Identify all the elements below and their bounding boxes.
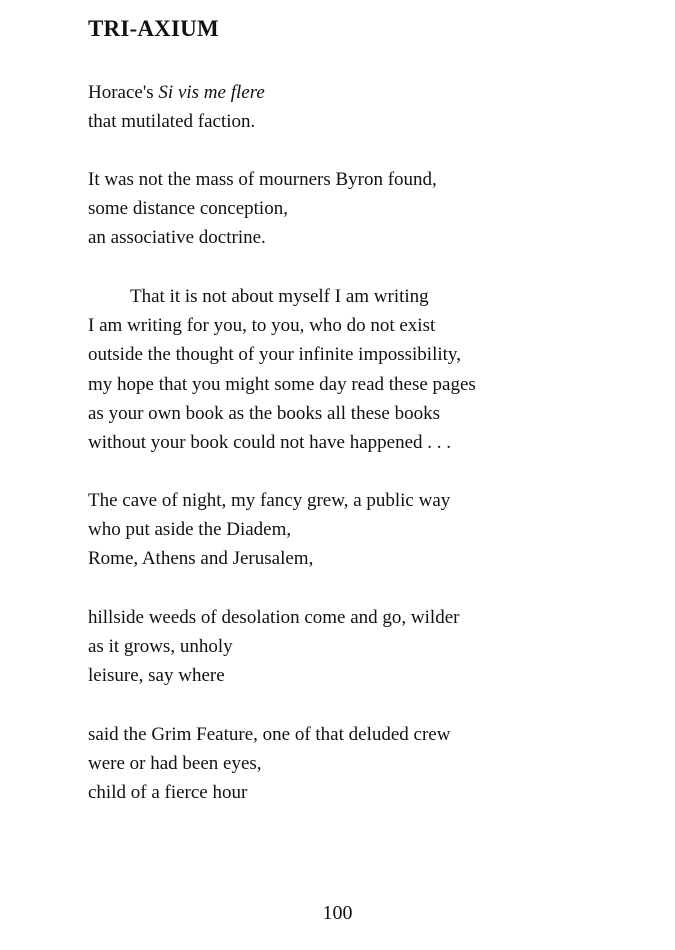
- poem-line: that mutilated faction.: [88, 111, 256, 133]
- poem-line: were or had been eyes,: [88, 753, 262, 775]
- stanza-1: [88, 78, 265, 136]
- stanza-6: [88, 720, 450, 808]
- poem-line: said the Grim Feature, one of that deluded crew: [88, 724, 451, 745]
- poem-line: Rome, Athens and Jerusalem,: [88, 548, 314, 570]
- poem-line: It was not the mass of mourners Byron found,: [88, 169, 437, 190]
- stanza-2: [88, 165, 437, 253]
- poem-line: The cave of night, my fancy grew, a public way: [88, 490, 451, 511]
- poem-line: [88, 78, 265, 107]
- page-number: 100: [322, 902, 353, 924]
- poem-line: outside the thought of your infinite impossibility,: [88, 344, 461, 366]
- poem-line: an associative doctrine.: [88, 227, 266, 249]
- stanza-4: [88, 486, 450, 574]
- poem-line: who put aside the Diadem,: [88, 519, 292, 541]
- poem-line: some distance conception,: [88, 198, 288, 220]
- poem-line: as it grows, unholy: [88, 636, 233, 658]
- poem-line: child of a fierce hour: [88, 782, 248, 804]
- poem-title: TRI-AXIUM: [88, 16, 219, 41]
- poem-line: leisure, say where: [88, 665, 225, 687]
- italic-phrase: Si vis me flere: [158, 82, 265, 103]
- stanza-5: [88, 603, 459, 691]
- stanza-3: [88, 282, 476, 457]
- poem-line: I am writing for you, to you, who do not exist: [88, 315, 436, 337]
- line-text: Horace's: [88, 82, 159, 103]
- poem-line: without your book could not have happened . . .: [88, 432, 452, 454]
- poem-line: as your own book as the books all these books: [88, 402, 440, 424]
- poem-line: my hope that you might some day read these pages: [88, 373, 476, 395]
- poem-line-indented: That it is not about myself I am writing: [130, 286, 429, 307]
- poem-line: hillside weeds of desolation come and go, wilder: [88, 607, 460, 628]
